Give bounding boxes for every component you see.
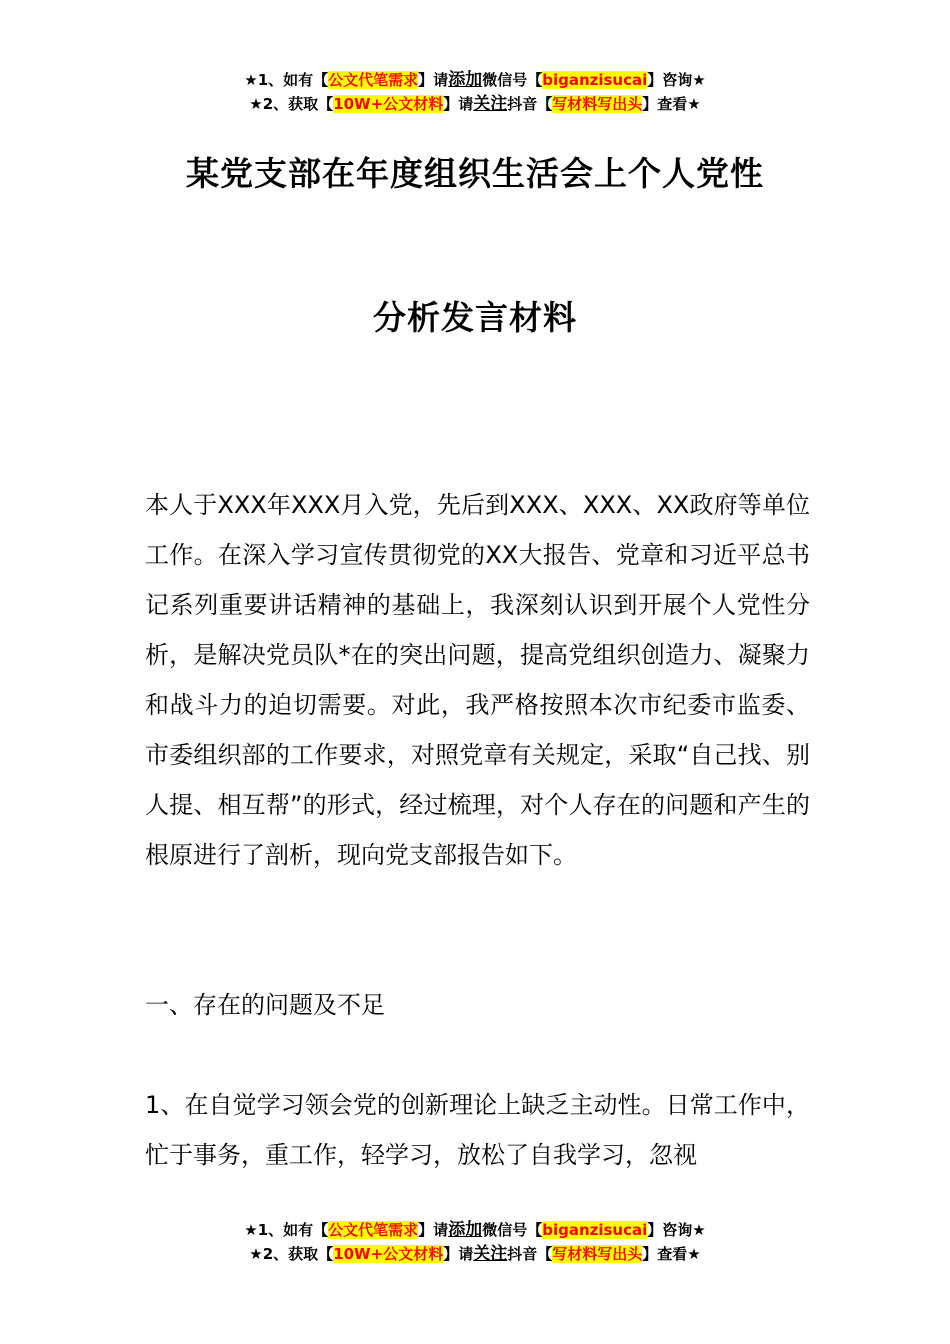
banner-line-2 xyxy=(0,92,950,116)
banner-text: 抖音【 xyxy=(507,95,553,113)
document-title-line-2: 分析发言材料 xyxy=(373,298,577,337)
banner-text: 抖音【 xyxy=(507,1245,553,1263)
document-title-line-1: 某党支部在年度组织生活会上个人党性 xyxy=(186,154,764,193)
banner-text: 微信号【 xyxy=(482,71,543,89)
header-banner xyxy=(0,68,950,116)
banner-text: 】咨询★ xyxy=(647,1221,706,1239)
body-paragraph-2: 1、在自觉学习领会党的创新理论上缺乏主动性。日常工作中，忙于事务，重工作，轻学习，放松了自我学习，忽视 xyxy=(145,1091,810,1169)
banner-highlight: 公文代笔需求 xyxy=(328,71,419,89)
banner-text: 】请 xyxy=(443,1245,474,1263)
banner-text: 】请 xyxy=(418,1221,449,1239)
banner-text: ★2、获取【 xyxy=(249,95,334,113)
banner-line-1 xyxy=(0,1218,950,1242)
body-paragraph-1: 本人于XXX年XXX月入党，先后到XXX、XXX、XX政府等单位工作。在深入学习宣传贯彻党的XX大报告、党章和习近平总书记系列重要讲话精神的基础上，我深刻认识到开展个人党性分析，是解决党员队*在的突出问题，提高党组织创造力、凝聚力和战斗力的迫切需要。对此，我严格按照本次市纪委市监委、市委组织部的工作要求，对照党章有关规定，采取“自己找、别人提、相互帮”的形式，经过梳理，对个人存在的问题和产生的根原进行了剖析，现向党支部报告如下。 xyxy=(145,491,810,869)
footer-banner xyxy=(0,1218,950,1266)
banner-text: 】请 xyxy=(418,71,449,89)
section-heading-1: 一、存在的问题及不足 xyxy=(145,991,385,1019)
banner-wechat-id: biganzisucai xyxy=(542,71,648,89)
banner-text: 】查看★ xyxy=(642,95,701,113)
banner-text: 】咨询★ xyxy=(647,71,706,89)
banner-highlight: 10W+公文材料 xyxy=(333,1245,444,1263)
banner-text: ★1、如有【 xyxy=(244,1221,329,1239)
banner-highlight: 10W+公文材料 xyxy=(333,95,444,113)
banner-douyin-id: 写材料写出头 xyxy=(552,95,643,113)
banner-line-2 xyxy=(0,1242,950,1266)
banner-text: 】查看★ xyxy=(642,1245,701,1263)
banner-text: ★1、如有【 xyxy=(244,71,329,89)
banner-text: ★2、获取【 xyxy=(249,1245,334,1263)
banner-line-1 xyxy=(0,68,950,92)
banner-underline: 关注 xyxy=(473,1244,508,1264)
banner-underline: 关注 xyxy=(473,94,508,114)
banner-underline: 添加 xyxy=(448,1220,483,1240)
banner-text: 微信号【 xyxy=(482,1221,543,1239)
banner-underline: 添加 xyxy=(448,70,483,90)
banner-text: 】请 xyxy=(443,95,474,113)
banner-wechat-id: biganzisucai xyxy=(542,1221,648,1239)
banner-highlight: 公文代笔需求 xyxy=(328,1221,419,1239)
banner-douyin-id: 写材料写出头 xyxy=(552,1245,643,1263)
